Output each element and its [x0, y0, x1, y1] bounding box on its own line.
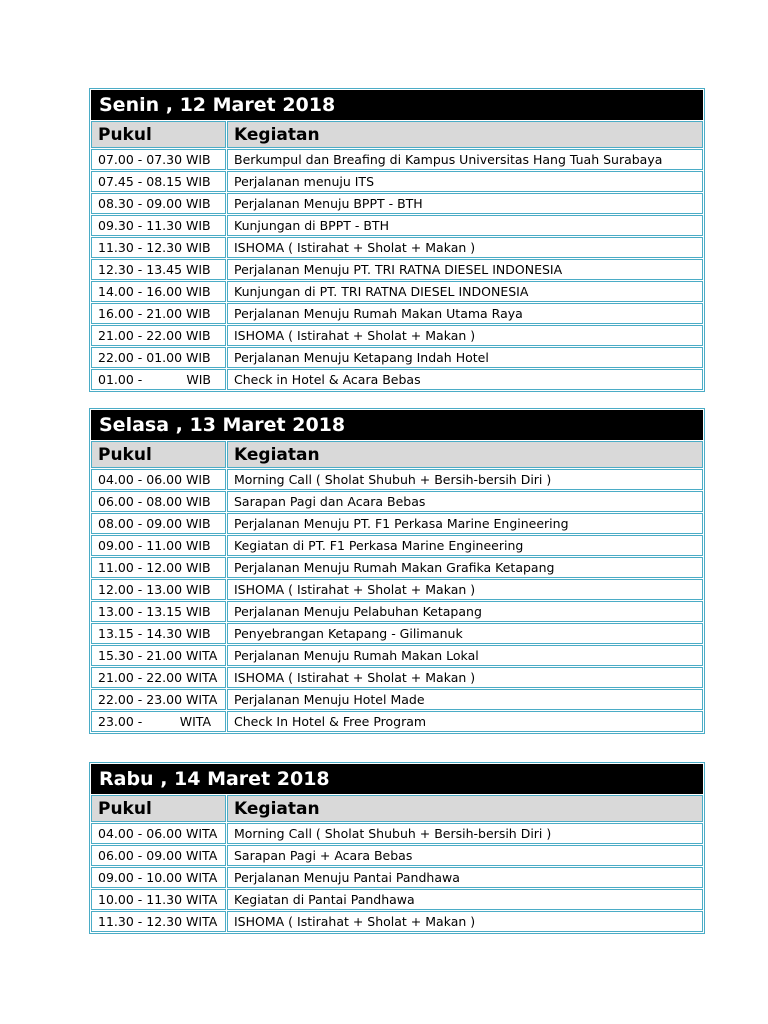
- time-cell: 04.00 - 06.00 WIB: [91, 469, 226, 490]
- time-cell: 08.30 - 09.00 WIB: [91, 193, 226, 214]
- time-cell: 06.00 - 08.00 WIB: [91, 491, 226, 512]
- activity-cell: Perjalanan Menuju Pantai Pandhawa: [227, 867, 703, 888]
- table-row: [91, 280, 703, 302]
- table-row: [91, 346, 703, 368]
- activity-cell: ISHOMA ( Istirahat + Sholat + Makan ): [227, 911, 703, 932]
- table-row: [91, 258, 703, 280]
- header-kegiatan: Kegiatan: [227, 121, 703, 148]
- day-title: Rabu , 14 Maret 2018: [91, 764, 703, 794]
- activity-cell: Kunjungan di BPPT - BTH: [227, 215, 703, 236]
- activity-cell: Sarapan Pagi dan Acara Bebas: [227, 491, 703, 512]
- time-cell: 13.00 - 13.15 WIB: [91, 601, 226, 622]
- time-cell: 15.30 - 21.00 WITA: [91, 645, 226, 666]
- table-row: [91, 236, 703, 258]
- activity-cell: Berkumpul dan Breafing di Kampus Universitas Hang Tuah Surabaya: [227, 149, 703, 170]
- table-header: [91, 440, 703, 468]
- table-row: [91, 710, 703, 733]
- time-cell: 16.00 - 21.00 WIB: [91, 303, 226, 324]
- header-kegiatan: Kegiatan: [227, 795, 703, 822]
- activity-cell: Sarapan Pagi + Acara Bebas: [227, 845, 703, 866]
- time-cell: 07.45 - 08.15 WIB: [91, 171, 226, 192]
- time-cell: 09.00 - 11.00 WIB: [91, 535, 226, 556]
- activity-cell: Perjalanan Menuju Hotel Made: [227, 689, 703, 710]
- schedule-table-rabu: [89, 762, 705, 934]
- table-row: [91, 578, 703, 600]
- activity-cell: Perjalanan Menuju Rumah Makan Lokal: [227, 645, 703, 666]
- activity-cell: ISHOMA ( Istirahat + Sholat + Makan ): [227, 579, 703, 600]
- time-cell: 12.00 - 13.00 WIB: [91, 579, 226, 600]
- table-row: [91, 490, 703, 512]
- table-header: [91, 120, 703, 148]
- table-row: [91, 148, 703, 170]
- time-cell: [91, 369, 226, 390]
- table-row: [91, 688, 703, 710]
- time-cell: 14.00 - 16.00 WIB: [91, 281, 226, 302]
- activity-cell: Perjalanan menuju ITS: [227, 171, 703, 192]
- table-row: [91, 600, 703, 622]
- time-cell: 22.00 - 01.00 WIB: [91, 347, 226, 368]
- table-row: [91, 822, 703, 844]
- time-cell: 09.30 - 11.30 WIB: [91, 215, 226, 236]
- activity-cell: ISHOMA ( Istirahat + Sholat + Makan ): [227, 237, 703, 258]
- table-row: [91, 324, 703, 346]
- time-cell: 06.00 - 09.00 WITA: [91, 845, 226, 866]
- header-kegiatan: Kegiatan: [227, 441, 703, 468]
- schedule-table-selasa: [89, 408, 705, 734]
- activity-cell: Perjalanan Menuju PT. F1 Perkasa Marine Engineering: [227, 513, 703, 534]
- day-title: Senin , 12 Maret 2018: [91, 90, 703, 120]
- time-cell: 11.00 - 12.00 WIB: [91, 557, 226, 578]
- activity-cell: Penyebrangan Ketapang - Gilimanuk: [227, 623, 703, 644]
- table-row: [91, 844, 703, 866]
- table-row: [91, 910, 703, 933]
- activity-cell: Check In Hotel & Free Program: [227, 711, 703, 732]
- activity-cell: Perjalanan Menuju Rumah Makan Grafika Ketapang: [227, 557, 703, 578]
- table-row: [91, 622, 703, 644]
- table-row: [91, 666, 703, 688]
- table-row: [91, 368, 703, 391]
- time-cell: 09.00 - 10.00 WITA: [91, 867, 226, 888]
- activity-cell: Perjalanan Menuju Ketapang Indah Hotel: [227, 347, 703, 368]
- table-row: [91, 512, 703, 534]
- time-cell: 04.00 - 06.00 WITA: [91, 823, 226, 844]
- activity-cell: Perjalanan Menuju PT. TRI RATNA DIESEL INDONESIA: [227, 259, 703, 280]
- time-cell: 12.30 - 13.45 WIB: [91, 259, 226, 280]
- activity-cell: ISHOMA ( Istirahat + Sholat + Makan ): [227, 667, 703, 688]
- time-cell: [91, 711, 226, 732]
- activity-cell: Check in Hotel & Acara Bebas: [227, 369, 703, 390]
- table-row: [91, 302, 703, 324]
- activity-cell: Morning Call ( Sholat Shubuh + Bersih-bersih Diri ): [227, 469, 703, 490]
- table-row: [91, 644, 703, 666]
- time-cell: 07.00 - 07.30 WIB: [91, 149, 226, 170]
- table-header: [91, 794, 703, 822]
- activity-cell: Perjalanan Menuju Rumah Makan Utama Raya: [227, 303, 703, 324]
- day-title: Selasa , 13 Maret 2018: [91, 410, 703, 440]
- time-cell: 22.00 - 23.00 WITA: [91, 689, 226, 710]
- time-cell: 08.00 - 09.00 WIB: [91, 513, 226, 534]
- table-row: [91, 170, 703, 192]
- time-start: 01.00 -: [98, 372, 143, 387]
- activity-cell: ISHOMA ( Istirahat + Sholat + Makan ): [227, 325, 703, 346]
- table-row: [91, 556, 703, 578]
- time-zone: WIB: [186, 372, 211, 387]
- schedule-table-senin: [89, 88, 705, 392]
- table-row: [91, 534, 703, 556]
- activity-cell: Perjalanan Menuju BPPT - BTH: [227, 193, 703, 214]
- time-cell: 21.00 - 22.00 WITA: [91, 667, 226, 688]
- table-row: [91, 888, 703, 910]
- header-pukul: Pukul: [91, 795, 226, 822]
- time-cell: 10.00 - 11.30 WITA: [91, 889, 226, 910]
- table-row: [91, 192, 703, 214]
- activity-cell: Kunjungan di PT. TRI RATNA DIESEL INDONESIA: [227, 281, 703, 302]
- time-cell: 11.30 - 12.30 WITA: [91, 911, 226, 932]
- table-row: [91, 866, 703, 888]
- table-row: [91, 468, 703, 490]
- activity-cell: Morning Call ( Sholat Shubuh + Bersih-bersih Diri ): [227, 823, 703, 844]
- time-cell: 11.30 - 12.30 WIB: [91, 237, 226, 258]
- time-cell: 21.00 - 22.00 WIB: [91, 325, 226, 346]
- time-cell: 13.15 - 14.30 WIB: [91, 623, 226, 644]
- header-pukul: Pukul: [91, 121, 226, 148]
- activity-cell: Kegiatan di PT. F1 Perkasa Marine Engineering: [227, 535, 703, 556]
- time-zone: WITA: [179, 714, 211, 729]
- table-row: [91, 214, 703, 236]
- activity-cell: Perjalanan Menuju Pelabuhan Ketapang: [227, 601, 703, 622]
- time-start: 23.00 -: [98, 714, 143, 729]
- activity-cell: Kegiatan di Pantai Pandhawa: [227, 889, 703, 910]
- header-pukul: Pukul: [91, 441, 226, 468]
